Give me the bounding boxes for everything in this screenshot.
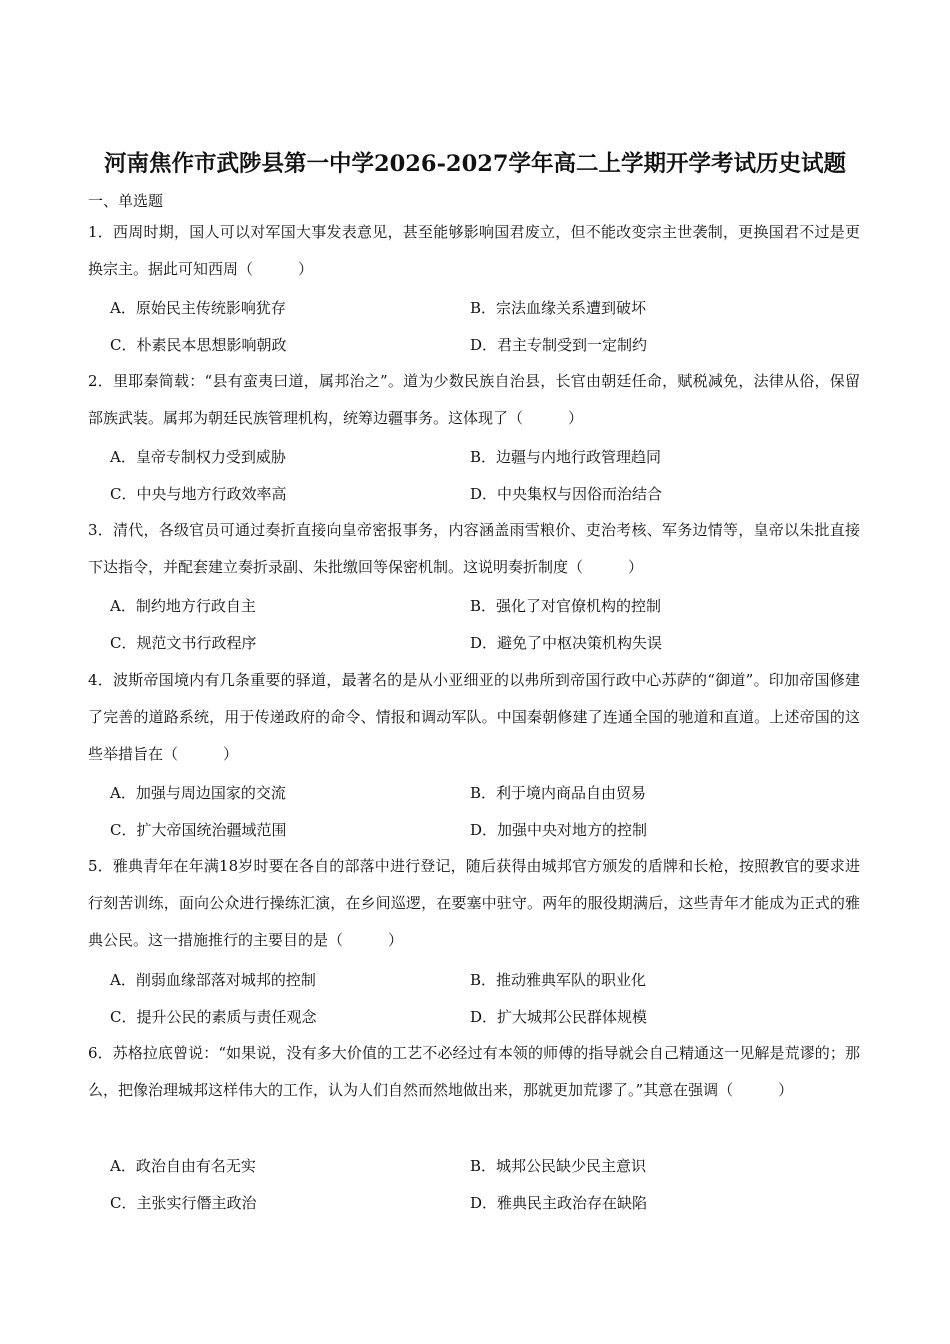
- option-d: D．加强中央对地方的控制: [470, 821, 648, 839]
- option-c: C．主张实行僭主政治: [110, 1194, 257, 1212]
- question-stem: 2．里耶秦简载：“县有蛮夷曰道，属邦治之”。道为少数民族自治县，长官由朝廷任命，赋税减免，法律从俗，保留部族武装。属邦为朝廷民族管理机构，统筹边疆事务。这体现了（ ）: [88, 372, 860, 427]
- option-a: A．制约地方行政自主: [110, 597, 256, 615]
- option-a: A．削弱血缘部落对城邦的控制: [110, 971, 316, 989]
- option-a: A．皇帝专制权力受到威胁: [110, 448, 286, 466]
- question-stem: 5．雅典青年在年满18岁时要在各自的部落中进行登记，随后获得由城邦官方颁发的盾牌和长枪，按照教官的要求进行刻苦训练，面向公众进行操练汇演，在乡间巡逻，在要塞中驻守。两年的服役期满后，这些青年才能成为正式的雅典公民。这一措施推行的主要目的是（ ）: [88, 857, 860, 949]
- option-a: A．原始民主传统影响犹存: [110, 299, 286, 317]
- option-c: C．朴素民本思想影响朝政: [110, 336, 287, 354]
- option-b: B．边疆与内地行政管理趋同: [470, 448, 662, 466]
- option-c: C．扩大帝国统治疆域范围: [110, 821, 287, 839]
- option-b: B．城邦公民缺少民主意识: [470, 1157, 647, 1175]
- question-stem: 4．波斯帝国境内有几条重要的驿道，最著名的是从小亚细亚的以弗所到帝国行政中心苏萨的“御道”。印加帝国修建了完善的道路系统，用于传递政府的命令、情报和调动军队。中国秦朝修建了连通全国的驰道和直道。上述帝国的这些举措旨在（ ）: [88, 671, 860, 763]
- option-b: B．利于境内商品自由贸易: [470, 784, 647, 802]
- option-a: A．加强与周边国家的交流: [110, 784, 286, 802]
- option-b: B．强化了对官僚机构的控制: [470, 597, 662, 615]
- option-c: C．中央与地方行政效率高: [110, 485, 287, 503]
- option-c: C．规范文书行政程序: [110, 634, 257, 652]
- option-d: D．扩大城邦公民群体规模: [470, 1008, 648, 1026]
- option-a: A．政治自由有名无实: [110, 1157, 256, 1175]
- option-b: B．宗法血缘关系遭到破坏: [470, 299, 647, 317]
- option-b: B．推动雅典军队的职业化: [470, 971, 647, 989]
- option-d: D．避免了中枢决策机构失误: [470, 634, 663, 652]
- exam-title: 河南焦作市武陟县第一中学2026-2027学年高二上学期开学考试历史试题: [103, 151, 847, 177]
- option-d: D．雅典民主政治存在缺陷: [470, 1194, 648, 1212]
- question-stem: 3．清代，各级官员可通过奏折直接向皇帝密报事务，内容涵盖雨雪粮价、吏治考核、军务边情等，皇帝以朱批直接下达指令，并配套建立奏折录副、朱批缴回等保密机制。这说明奏折制度（ ）: [88, 521, 860, 576]
- option-c: C．提升公民的素质与责任观念: [110, 1008, 317, 1026]
- question-stem: 1．西周时期，国人可以对军国大事发表意见，甚至能够影响国君废立，但不能改变宗主世袭制，更换国君不过是更换宗主。据此可知西周（ ）: [88, 223, 860, 278]
- option-d: D．君主专制受到一定制约: [470, 336, 648, 354]
- question-stem: 6．苏格拉底曾说：“如果说，没有多大价值的工艺不必经过有本领的师傅的指导就会自己精通这一见解是荒谬的；那么，把像治理城邦这样伟大的工作，认为人们自然而然地做出来，那就更加荒谬了。”其意在强调（ ）: [88, 1044, 860, 1099]
- section-heading: 一、单选题: [88, 192, 164, 210]
- option-d: D．中央集权与因俗而治结合: [470, 485, 663, 503]
